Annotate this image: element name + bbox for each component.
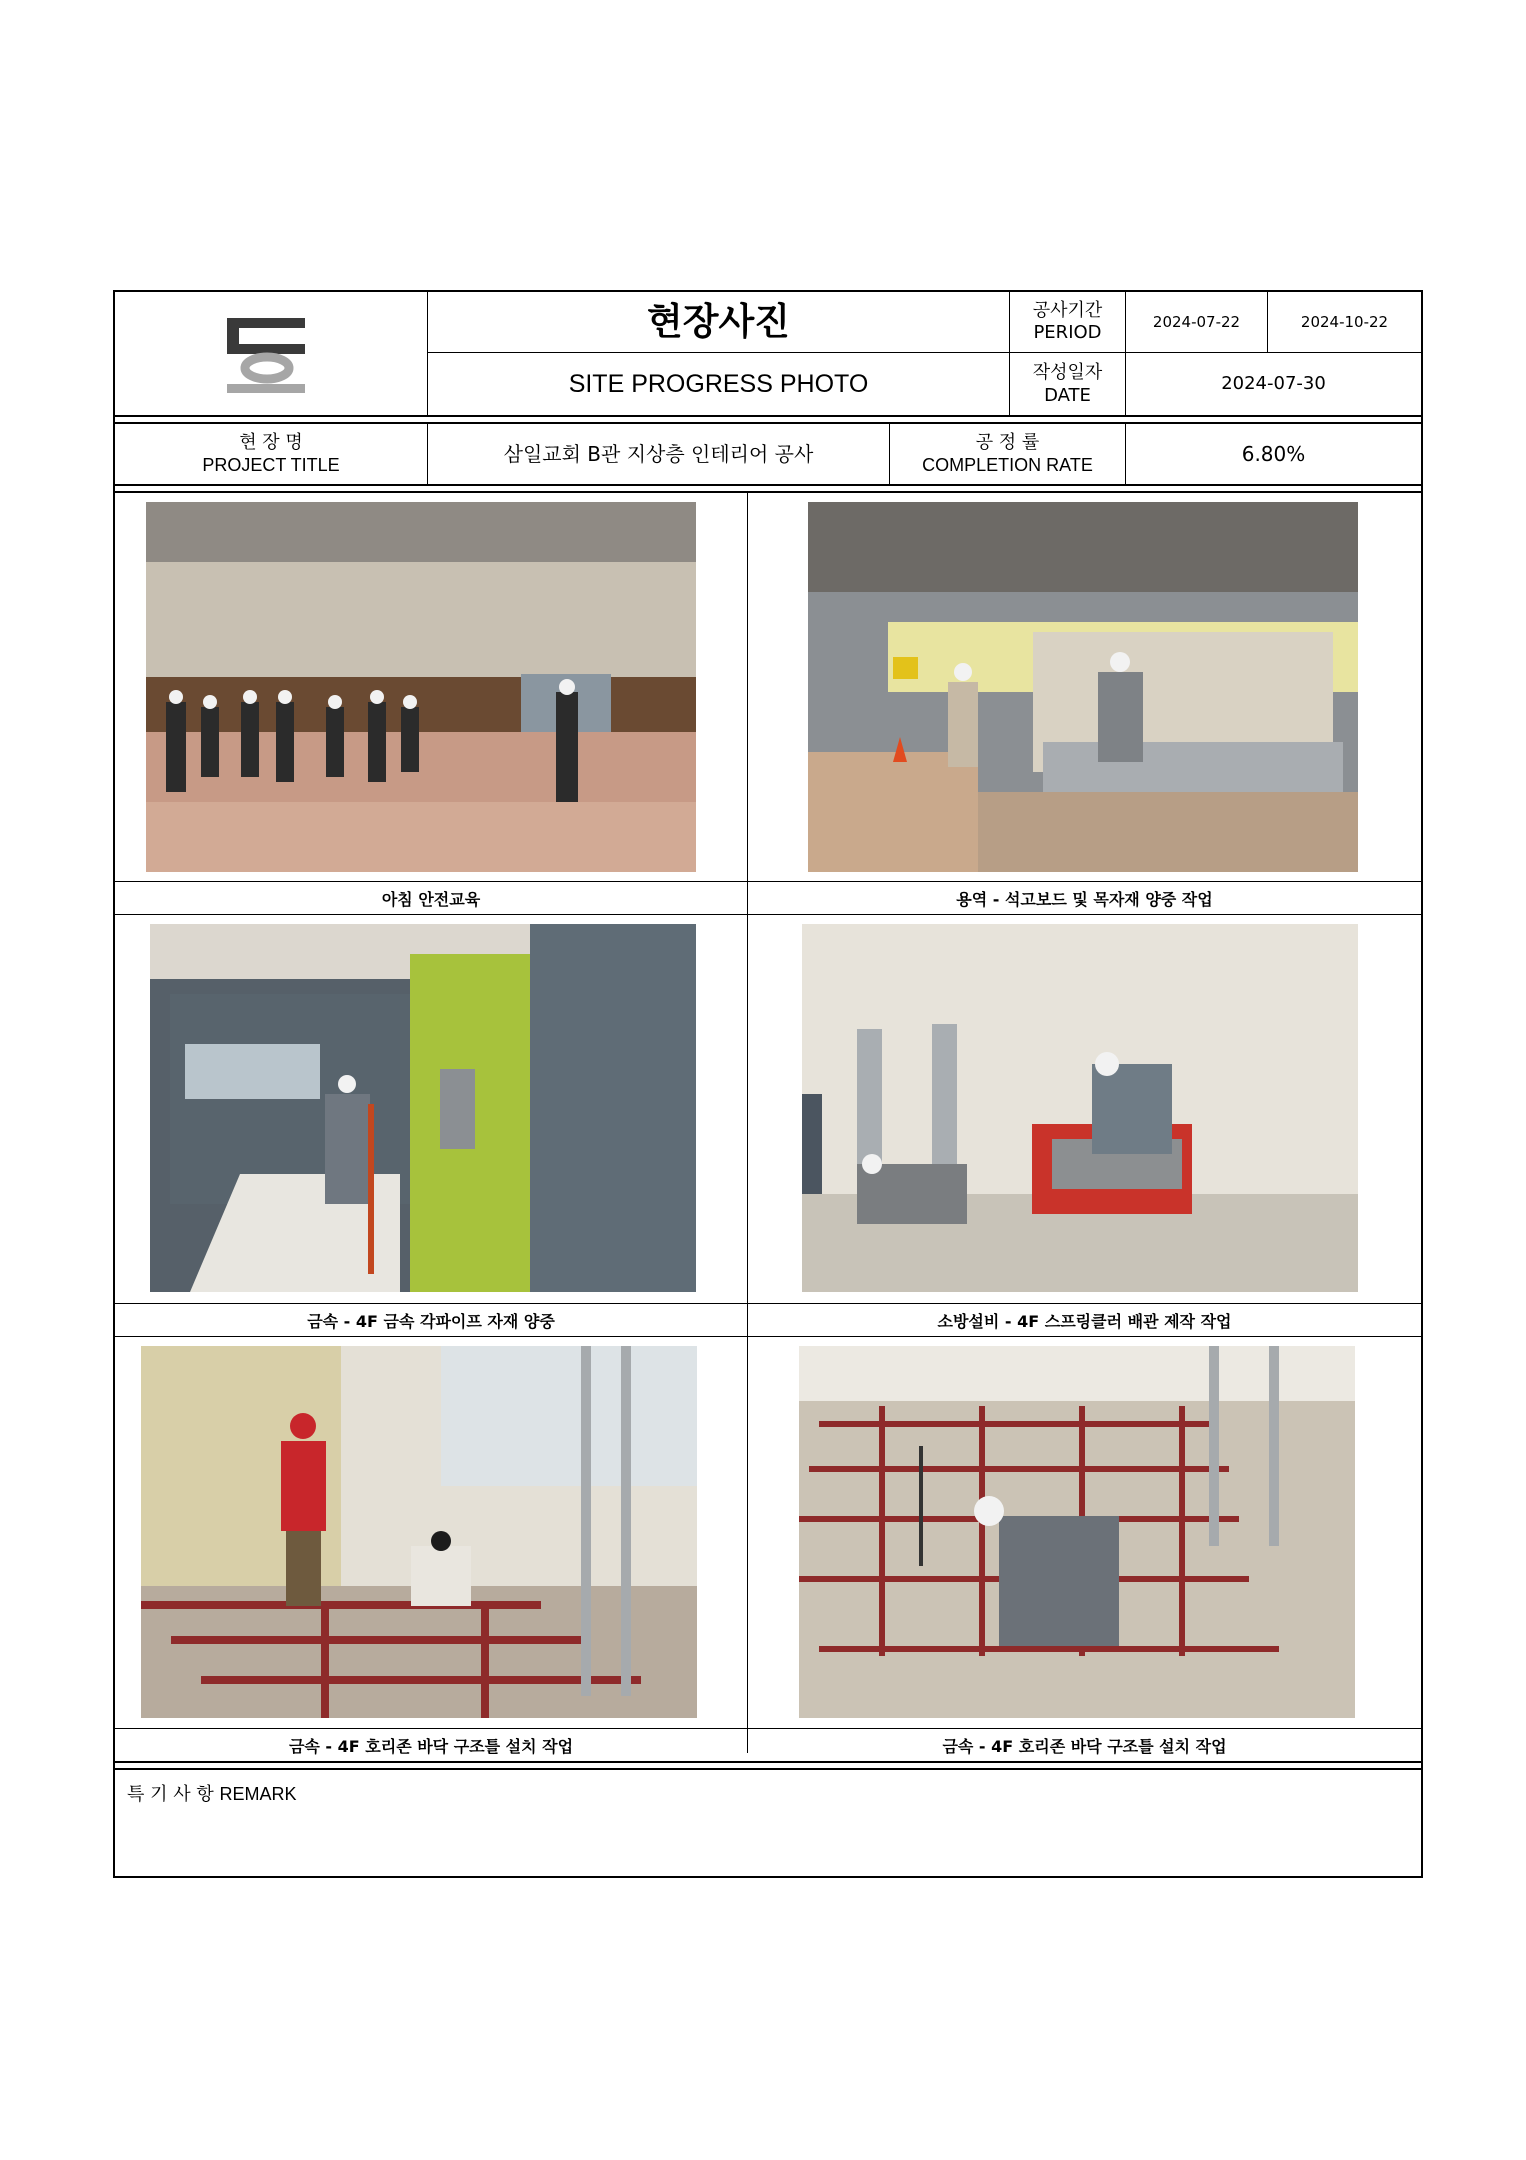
completion-rate-label-ko: 공 정 률	[975, 431, 1040, 453]
remark-label-en: REMARK	[219, 1784, 297, 1804]
project-title-label-en: PROJECT TITLE	[202, 455, 340, 475]
photo-safety-briefing	[146, 502, 696, 872]
completion-rate-value: 6.80%	[1241, 441, 1306, 466]
remark-label	[127, 1780, 296, 1806]
date-label-ko: 작성일자	[1032, 362, 1103, 383]
photo-truck-unloading	[808, 502, 1358, 872]
photo-caption: 금속 - 4F 금속 각파이프 자재 양중	[307, 1311, 555, 1331]
company-logo	[223, 314, 311, 396]
remark-text	[127, 1812, 1407, 1862]
page-title: 현장사진	[647, 299, 790, 343]
photo-corridor-pipe	[150, 924, 696, 1292]
photo-pipe-threading	[802, 924, 1358, 1292]
date-label	[1010, 353, 1125, 416]
photo-floor-frame-a	[141, 1346, 697, 1718]
remark-label-ko: 특 기 사 항	[127, 1784, 214, 1805]
completion-rate-label	[890, 424, 1125, 484]
date-value: 2024-07-30	[1221, 373, 1326, 395]
photo-caption: 아침 안전교육	[381, 889, 481, 909]
photo-caption: 금속 - 4F 호리존 바닥 구조틀 설치 작업	[288, 1736, 574, 1756]
project-title-label	[115, 424, 427, 484]
project-title-value: 삼일교회 B관 지상층 인테리어 공사	[503, 441, 814, 466]
period-label-ko: 공사기간	[1032, 299, 1103, 321]
period-start: 2024-07-22	[1152, 312, 1241, 331]
header-block	[115, 292, 1421, 416]
period-label	[1010, 292, 1125, 352]
photo-caption: 금속 - 4F 호리존 바닥 구조틀 설치 작업	[942, 1736, 1227, 1756]
page-subtitle: SITE PROGRESS PHOTO	[568, 369, 869, 398]
site-photo-sheet	[113, 290, 1423, 1878]
project-title-label-ko: 현 장 명	[239, 431, 303, 453]
photo-floor-frame-b	[799, 1346, 1355, 1718]
photo-caption: 소방설비 - 4F 스프링클러 배관 제작 작업	[937, 1311, 1232, 1331]
period-end: 2024-10-22	[1300, 312, 1389, 331]
period-label-en: PERIOD	[1033, 322, 1102, 343]
completion-rate-label-en: COMPLETION RATE	[922, 455, 1093, 475]
date-label-en: DATE	[1044, 384, 1091, 406]
photo-caption: 용역 - 석고보드 및 목자재 양중 작업	[956, 889, 1213, 909]
